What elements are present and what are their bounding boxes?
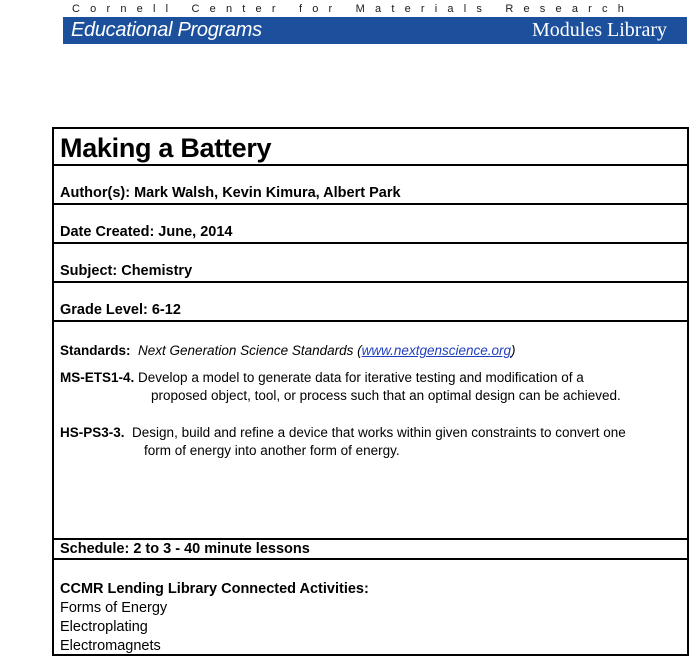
date-created: Date Created: June, 2014 bbox=[60, 224, 233, 240]
connected-activities bbox=[60, 580, 369, 656]
standard-code: MS-ETS1-4. bbox=[60, 370, 135, 385]
connected-activities-row bbox=[54, 560, 687, 654]
standard-code: HS-PS3-3. bbox=[60, 425, 125, 440]
connected-activities-heading: CCMR Lending Library Connected Activities: bbox=[60, 581, 369, 597]
standard-text-line2: form of energy into another form of energy. bbox=[144, 443, 400, 458]
authors: Author(s): Mark Walsh, Kevin Kimura, Albert Park bbox=[60, 185, 401, 201]
subject-row bbox=[54, 244, 687, 283]
schedule-row bbox=[54, 540, 687, 560]
activities-list bbox=[60, 599, 369, 656]
title-row bbox=[54, 129, 687, 166]
grade-row bbox=[54, 283, 687, 322]
organization-name: Cornell Center for Materials Research bbox=[72, 3, 635, 15]
standard-text-line1: Develop a model to generate data for iterative testing and modification of a bbox=[138, 370, 584, 385]
standards-label: Standards: bbox=[60, 343, 131, 358]
standards-source: Next Generation Science Standards bbox=[138, 343, 354, 358]
educational-programs-label: Educational Programs bbox=[71, 19, 262, 41]
schedule: Schedule: 2 to 3 - 40 minute lessons bbox=[60, 541, 310, 557]
standard-text-line2: proposed object, tool, or process such that an optimal design can be achieved. bbox=[151, 388, 621, 403]
date-row bbox=[54, 205, 687, 244]
list-item: Forms of Energy bbox=[60, 600, 168, 616]
authors-row bbox=[54, 166, 687, 205]
standards-line bbox=[60, 342, 516, 360]
subject: Subject: Chemistry bbox=[60, 263, 193, 279]
open-paren: ( bbox=[357, 343, 362, 358]
standard-item bbox=[60, 424, 626, 460]
list-item: Electroplating bbox=[60, 619, 148, 635]
banner-bar bbox=[63, 17, 687, 44]
grade-level: Grade Level: 6-12 bbox=[60, 302, 181, 318]
modules-library-label: Modules Library bbox=[532, 19, 667, 41]
standard-text-line1: Design, build and refine a device that works within given constraints to convert one bbox=[132, 425, 626, 440]
module-info-table bbox=[52, 127, 689, 656]
close-paren: ) bbox=[511, 343, 516, 358]
ccmr-banner bbox=[63, 2, 687, 44]
module-title: Making a Battery bbox=[60, 133, 272, 163]
list-item: Electromagnets bbox=[60, 638, 161, 654]
standard-item bbox=[60, 369, 621, 405]
standards-row bbox=[54, 322, 687, 540]
nextgenscience-link[interactable]: www.nextgenscience.org bbox=[361, 343, 512, 358]
